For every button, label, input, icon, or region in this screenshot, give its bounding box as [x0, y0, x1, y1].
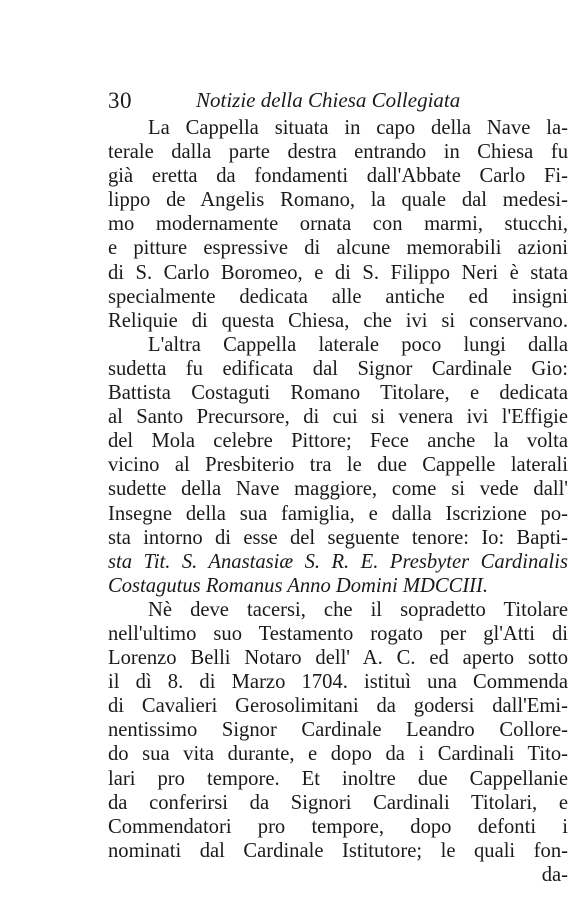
text-line: L'altra Cappella laterale poco lungi dalla — [148, 333, 568, 356]
text-line: già eretta da fondamenti dall'Abbate Carlo Fi- — [108, 165, 568, 188]
text-line: sta intorno di esse del seguente tenore: Io: Bapti- — [108, 526, 568, 549]
text-line: nell'ultimo suo Testamento rogato per gl'Atti di — [108, 622, 568, 645]
text-line: il dì 8. di Marzo 1704. istituì una Commenda — [108, 671, 568, 694]
text-line: sudette della Nave maggiore, come si vede dall' — [108, 478, 568, 501]
page-number: 30 — [108, 88, 132, 113]
text-line: Insegne della sua famiglia, e dalla Iscrizione po- — [108, 502, 568, 525]
text-line: Nè deve tacersi, che il sopradetto Titolare — [148, 598, 568, 621]
text-line: sta Tit. S. Anastasiæ S. R. E. Presbyter Cardinalis — [108, 550, 568, 573]
text-line: nentissimo Signor Cardinale Leandro Collore- — [108, 719, 568, 742]
text-line: sudetta fu edificata dal Signor Cardinale Gio: — [108, 357, 568, 380]
body-text — [108, 116, 568, 887]
text-line: Battista Costaguti Romano Titolare, e dedicata — [108, 382, 568, 405]
catchword: da- — [541, 863, 568, 886]
text-line: mo modernamente ornata con marmi, stucchi, — [108, 213, 568, 236]
text-line: vicino al Presbiterio tra le due Cappelle laterali — [108, 454, 568, 477]
text-line: Lorenzo Belli Notaro dell' A. C. ed aperto sotto — [108, 647, 568, 670]
text-line: al Santo Precursore, di cui si venera ivi l'Effigie — [108, 406, 568, 429]
text-line: di S. Carlo Boromeo, e di S. Filippo Neri è stata — [108, 261, 568, 284]
text-line: del Mola celebre Pittore; Fece anche la volta — [108, 430, 568, 453]
text-line: Costagutus Romanus Anno Domini MDCCIII. — [108, 574, 489, 597]
text-line: Reliquie di questa Chiesa, che ivi si conservano. — [108, 309, 568, 332]
text-line: da conferirsi da Signori Cardinali Titolari, e — [108, 791, 568, 814]
text-line: e pitture espressive di alcune memorabili azioni — [108, 237, 568, 260]
page-header — [108, 84, 568, 114]
text-line: La Cappella situata in capo della Nave la- — [148, 117, 568, 139]
text-line: Commendatori pro tempore, dopo defonti i — [108, 815, 568, 838]
text-line: terale dalla parte destra entrando in Chiesa fu — [108, 141, 568, 164]
text-line: do sua vita durante, e dopo da i Cardinali Tito- — [108, 743, 568, 766]
text-line: lippo de Angelis Romano, la quale dal medesi- — [108, 189, 568, 212]
text-line: nominati dal Cardinale Istitutore; le quali fon- — [108, 839, 568, 862]
text-line: lari pro tempore. Et inoltre due Cappellanie — [108, 767, 568, 790]
text-line: di Cavalieri Gerosolimitani da godersi dall'Emi- — [108, 695, 568, 718]
running-title: Notizie della Chiesa Collegiata — [196, 88, 461, 112]
text-line: specialmente dedicata alle antiche ed insigni — [108, 285, 568, 308]
